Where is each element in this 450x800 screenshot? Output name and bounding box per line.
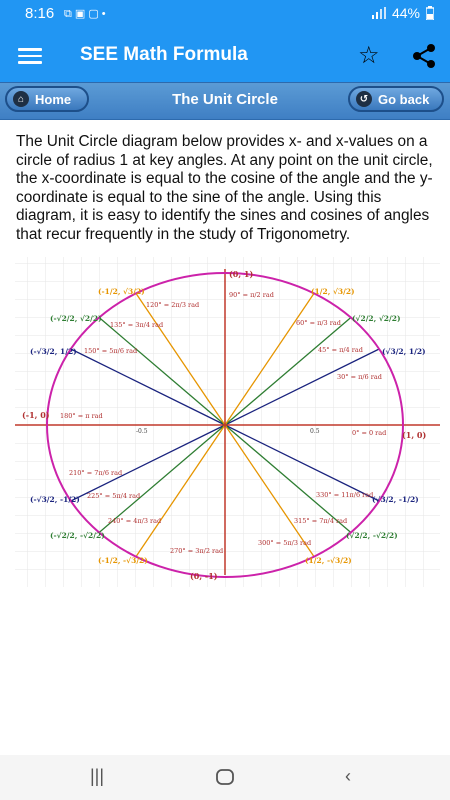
notification-icons: ⧉ ▣ ▢ • (64, 8, 106, 20)
angle-label-90: 90° = π/2 rad (229, 291, 274, 299)
point-left-label: (-1, 0) (22, 410, 50, 420)
app-title: SEE Math Formula (80, 44, 248, 65)
point-bottom-label: (0, -1) (190, 571, 218, 581)
coord-label-120: (-1/2, √3/2) (98, 287, 145, 296)
angle-label-270: 270° = 3π/2 rad (170, 547, 224, 555)
share-icon[interactable] (410, 42, 438, 70)
angle-label-60: 60° = π/3 rad (296, 319, 341, 327)
angle-label-30: 30° = π/6 rad (337, 373, 382, 381)
coord-label-210: (-√3/2, -1/2) (30, 495, 80, 504)
angle-label-45: 45° = π/4 rad (318, 346, 363, 354)
coord-label-45: (√2/2, √2/2) (352, 314, 401, 323)
angle-label-300: 300° = 5π/3 rad (258, 539, 312, 547)
angle-label-0: 0° = 0 rad (352, 429, 387, 437)
page-title: The Unit Circle (172, 91, 278, 108)
coord-label-135: (-√2/2, √2/2) (50, 314, 102, 323)
angle-label-135: 135° = 3π/4 rad (110, 321, 164, 329)
battery-icon (426, 6, 434, 20)
go-back-button[interactable] (348, 86, 444, 112)
recent-apps-icon[interactable]: ||| (90, 766, 105, 786)
tick-label-pos: 0.5 (310, 428, 320, 435)
hamburger-icon[interactable] (18, 44, 42, 66)
angle-label-330: 330° = 11π/6 rad (316, 491, 374, 499)
home-label: Home (35, 91, 72, 107)
system-nav-bar (0, 755, 450, 800)
coord-label-150: (-√3/2, 1/2) (30, 347, 77, 356)
star-icon[interactable]: ☆ (358, 42, 380, 69)
angle-label-240: 240° = 4π/3 rad (108, 517, 162, 525)
status-time: 8:16 (25, 5, 55, 22)
angle-label-180: 180° = π rad (60, 412, 103, 420)
coord-label-330: (√3/2, -1/2) (372, 495, 419, 504)
sub-nav-bar (0, 82, 450, 120)
undo-icon: ↺ (356, 91, 372, 107)
home-icon: ⌂ (13, 91, 29, 107)
point-right-label: (1, 0) (402, 430, 427, 440)
angle-label-120: 120° = 2π/3 rad (146, 301, 200, 309)
status-bar (0, 0, 450, 30)
angle-label-150: 150° = 5π/6 rad (84, 347, 138, 355)
battery-percent: 44% (391, 5, 420, 21)
tick-label-neg: -0.5 (136, 428, 148, 435)
angle-label-210: 210° = 7π/6 rad (69, 469, 123, 477)
angle-label-225: 225° = 5π/4 rad (87, 492, 141, 500)
coord-label-225: (-√2/2, -√2/2) (50, 531, 105, 540)
coord-label-300: (1/2, -√3/2) (305, 556, 352, 565)
unit-circle-diagram (0, 257, 450, 587)
intro-text: The Unit Circle diagram below provides x- and x-values on a circle of radius 1 at key angles. At any point on the unit circle, the x-coordinate is equal to the cosine of the angle and the y-coordinate is equal to the sine of the angle. Using this diagram, it is easy to identify the sines and cosines of angles that recur frequently in the study of Trigonometry. (16, 133, 433, 243)
app-bar (0, 30, 450, 82)
coord-label-30: (√3/2, 1/2) (382, 347, 426, 356)
back-chevron-icon[interactable]: ‹ (345, 766, 351, 786)
coord-label-60: (1/2, √3/2) (311, 287, 355, 296)
home-circle-icon[interactable] (216, 769, 234, 785)
back-label: Go back (378, 91, 430, 107)
coord-label-315: (√2/2, -√2/2) (346, 531, 398, 540)
point-top-label: (0, 1) (229, 269, 254, 279)
angle-label-315: 315° = 7π/4 rad (294, 517, 348, 525)
coord-label-240: (-1/2, -√3/2) (98, 556, 148, 565)
signal-icon (372, 7, 386, 19)
